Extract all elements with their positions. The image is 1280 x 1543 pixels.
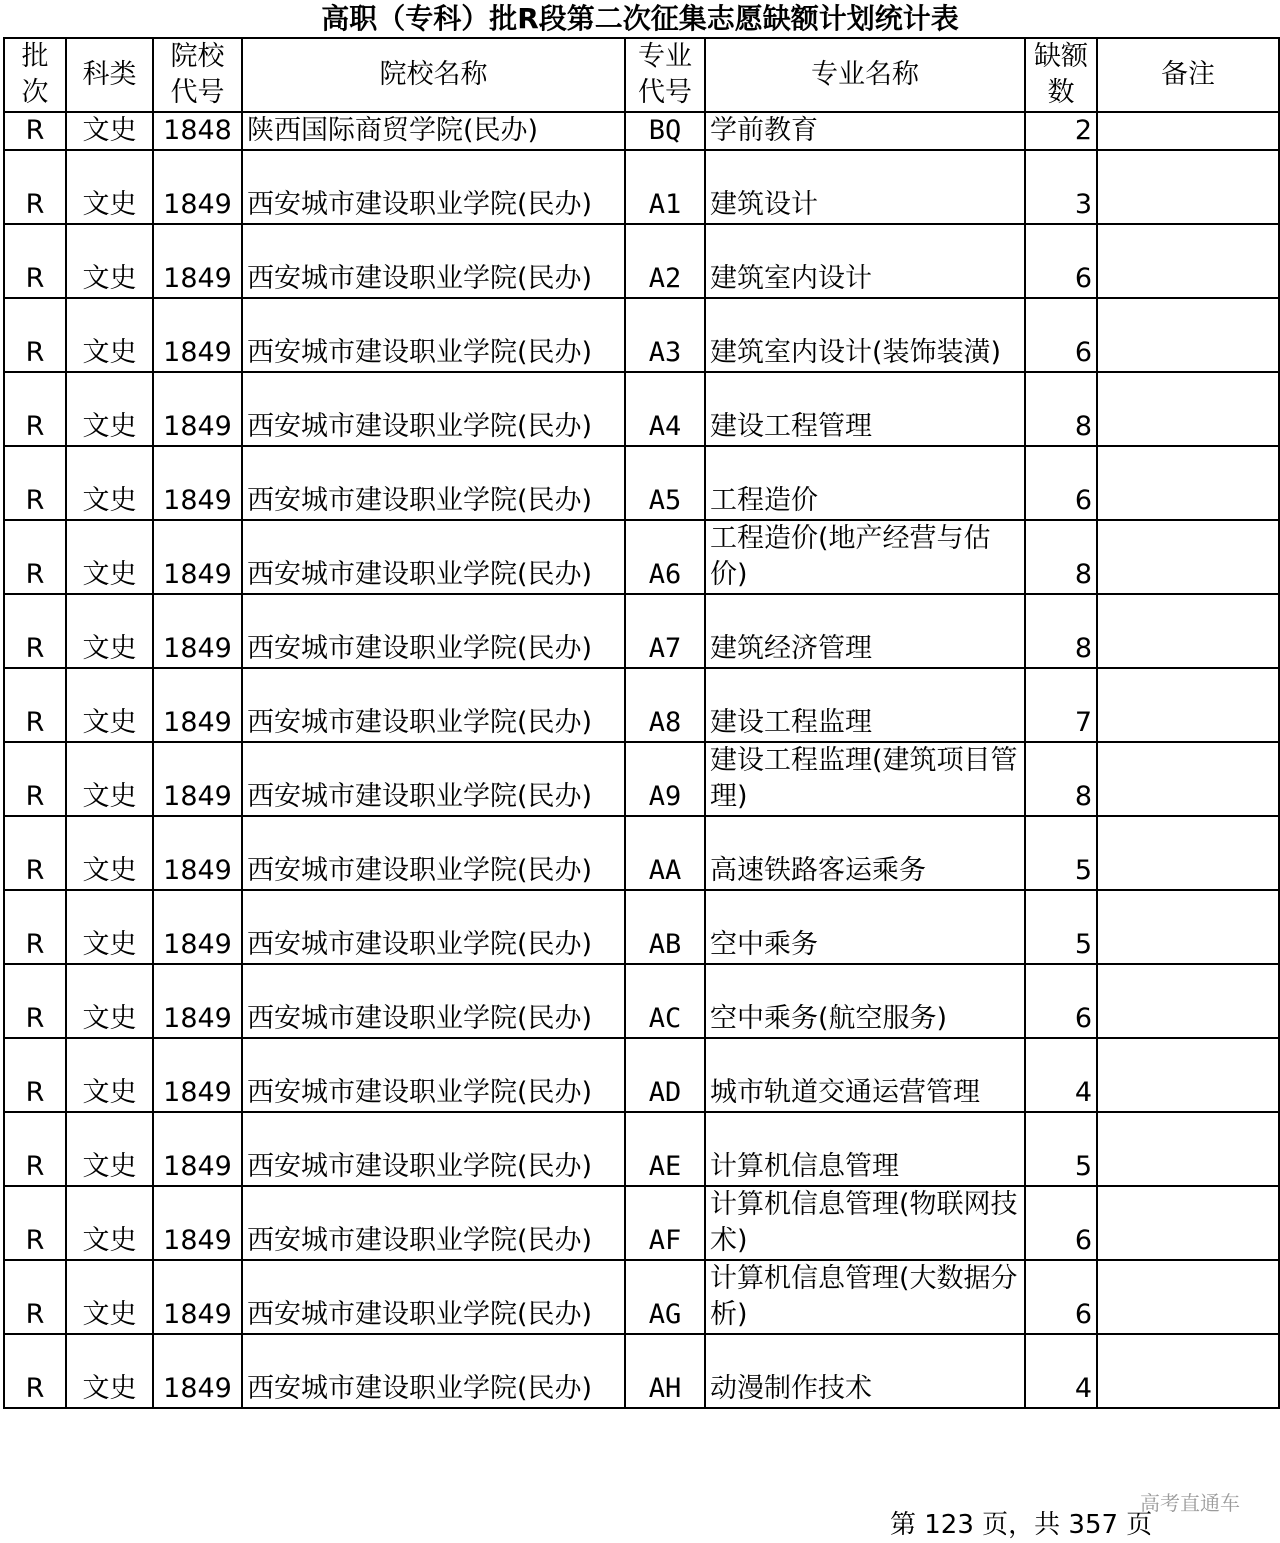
cell-school-name: 西安城市建设职业学院(民办) <box>242 1260 625 1334</box>
cell-major-code: AA <box>625 816 705 890</box>
cell-major-name: 计算机信息管理(大数据分析) <box>705 1260 1025 1334</box>
cell-major-code: AB <box>625 890 705 964</box>
cell-major-name: 建筑室内设计(装饰装潢) <box>705 298 1025 372</box>
cell-major-code: AE <box>625 1112 705 1186</box>
cell-subject: 文史 <box>66 446 153 520</box>
table-row <box>4 372 1279 446</box>
cell-note <box>1097 1260 1279 1334</box>
cell-major-name: 建筑室内设计 <box>705 224 1025 298</box>
cell-vacancy: 8 <box>1025 372 1097 446</box>
cell-subject: 文史 <box>66 668 153 742</box>
cell-vacancy: 8 <box>1025 594 1097 668</box>
cell-subject: 文史 <box>66 298 153 372</box>
cell-batch: R <box>4 520 66 594</box>
cell-vacancy: 6 <box>1025 446 1097 520</box>
table-row <box>4 816 1279 890</box>
cell-major-name: 空中乘务 <box>705 890 1025 964</box>
cell-note <box>1097 1038 1279 1112</box>
cell-note <box>1097 890 1279 964</box>
cell-note <box>1097 1186 1279 1260</box>
cell-note <box>1097 112 1279 150</box>
cell-school-name: 西安城市建设职业学院(民办) <box>242 372 625 446</box>
table-row <box>4 964 1279 1038</box>
cell-subject: 文史 <box>66 224 153 298</box>
cell-note <box>1097 150 1279 224</box>
table-row <box>4 150 1279 224</box>
cell-school-name: 西安城市建设职业学院(民办) <box>242 890 625 964</box>
cell-school-name: 陕西国际商贸学院(民办) <box>242 112 625 150</box>
cell-major-code: AG <box>625 1260 705 1334</box>
cell-major-name: 动漫制作技术 <box>705 1334 1025 1408</box>
cell-vacancy: 5 <box>1025 890 1097 964</box>
cell-note <box>1097 1334 1279 1408</box>
header-major-name: 专业名称 <box>705 38 1025 112</box>
cell-school-name: 西安城市建设职业学院(民办) <box>242 224 625 298</box>
cell-major-code: A1 <box>625 150 705 224</box>
table-row <box>4 520 1279 594</box>
cell-major-name: 学前教育 <box>705 112 1025 150</box>
cell-major-code: A5 <box>625 446 705 520</box>
cell-school-code: 1848 <box>153 112 242 150</box>
header-major-code: 专业代号 <box>625 38 705 112</box>
cell-batch: R <box>4 372 66 446</box>
table-row <box>4 112 1279 150</box>
cell-major-name: 建设工程监理(建筑项目管理) <box>705 742 1025 816</box>
cell-vacancy: 6 <box>1025 224 1097 298</box>
cell-batch: R <box>4 1186 66 1260</box>
cell-school-name: 西安城市建设职业学院(民办) <box>242 964 625 1038</box>
cell-batch: R <box>4 1334 66 1408</box>
cell-school-code: 1849 <box>153 372 242 446</box>
cell-school-code: 1849 <box>153 150 242 224</box>
cell-major-code: A6 <box>625 520 705 594</box>
cell-school-name: 西安城市建设职业学院(民办) <box>242 446 625 520</box>
cell-school-code: 1849 <box>153 964 242 1038</box>
cell-major-name: 建设工程管理 <box>705 372 1025 446</box>
cell-school-code: 1849 <box>153 816 242 890</box>
cell-batch: R <box>4 1112 66 1186</box>
cell-vacancy: 4 <box>1025 1334 1097 1408</box>
cell-major-code: BQ <box>625 112 705 150</box>
cell-vacancy: 6 <box>1025 298 1097 372</box>
cell-major-code: A7 <box>625 594 705 668</box>
cell-note <box>1097 1112 1279 1186</box>
cell-subject: 文史 <box>66 150 153 224</box>
cell-batch: R <box>4 446 66 520</box>
cell-subject: 文史 <box>66 112 153 150</box>
cell-subject: 文史 <box>66 890 153 964</box>
cell-school-code: 1849 <box>153 520 242 594</box>
cell-note <box>1097 964 1279 1038</box>
cell-subject: 文史 <box>66 594 153 668</box>
cell-school-name: 西安城市建设职业学院(民办) <box>242 1112 625 1186</box>
cell-vacancy: 8 <box>1025 742 1097 816</box>
cell-major-code: AH <box>625 1334 705 1408</box>
cell-subject: 文史 <box>66 1038 153 1112</box>
header-batch: 批次 <box>4 38 66 112</box>
table-row <box>4 1038 1279 1112</box>
cell-subject: 文史 <box>66 1334 153 1408</box>
cell-vacancy: 2 <box>1025 112 1097 150</box>
cell-school-name: 西安城市建设职业学院(民办) <box>242 1038 625 1112</box>
table-row <box>4 446 1279 520</box>
table-row <box>4 742 1279 816</box>
header-vacancy: 缺额数 <box>1025 38 1097 112</box>
cell-major-name: 城市轨道交通运营管理 <box>705 1038 1025 1112</box>
table-row <box>4 224 1279 298</box>
table-row <box>4 298 1279 372</box>
cell-note <box>1097 446 1279 520</box>
cell-school-name: 西安城市建设职业学院(民办) <box>242 150 625 224</box>
cell-major-code: A8 <box>625 668 705 742</box>
cell-school-name: 西安城市建设职业学院(民办) <box>242 298 625 372</box>
table-header-row <box>4 38 1279 112</box>
cell-batch: R <box>4 1260 66 1334</box>
cell-vacancy: 3 <box>1025 150 1097 224</box>
cell-major-code: AD <box>625 1038 705 1112</box>
cell-school-code: 1849 <box>153 1038 242 1112</box>
table-row <box>4 890 1279 964</box>
cell-major-code: AC <box>625 964 705 1038</box>
cell-major-name: 建筑设计 <box>705 150 1025 224</box>
cell-batch: R <box>4 964 66 1038</box>
table-row <box>4 1112 1279 1186</box>
cell-major-name: 计算机信息管理 <box>705 1112 1025 1186</box>
cell-batch: R <box>4 298 66 372</box>
cell-school-code: 1849 <box>153 742 242 816</box>
cell-school-name: 西安城市建设职业学院(民办) <box>242 520 625 594</box>
cell-school-code: 1849 <box>153 1112 242 1186</box>
watermark: 高考直通车 <box>1140 1491 1240 1515</box>
cell-major-name: 工程造价(地产经营与估价) <box>705 520 1025 594</box>
cell-subject: 文史 <box>66 1112 153 1186</box>
cell-batch: R <box>4 890 66 964</box>
cell-subject: 文史 <box>66 1260 153 1334</box>
cell-batch: R <box>4 224 66 298</box>
cell-school-code: 1849 <box>153 1186 242 1260</box>
cell-vacancy: 7 <box>1025 668 1097 742</box>
table-row <box>4 668 1279 742</box>
cell-major-code: A3 <box>625 298 705 372</box>
cell-note <box>1097 742 1279 816</box>
cell-subject: 文史 <box>66 1186 153 1260</box>
cell-note <box>1097 520 1279 594</box>
cell-major-code: AF <box>625 1186 705 1260</box>
table-row <box>4 1186 1279 1260</box>
cell-major-code: A4 <box>625 372 705 446</box>
cell-school-code: 1849 <box>153 1260 242 1334</box>
cell-batch: R <box>4 112 66 150</box>
cell-vacancy: 6 <box>1025 1186 1097 1260</box>
cell-batch: R <box>4 816 66 890</box>
cell-vacancy: 6 <box>1025 964 1097 1038</box>
cell-major-name: 建设工程监理 <box>705 668 1025 742</box>
cell-vacancy: 5 <box>1025 816 1097 890</box>
cell-subject: 文史 <box>66 520 153 594</box>
cell-note <box>1097 816 1279 890</box>
cell-note <box>1097 668 1279 742</box>
cell-batch: R <box>4 742 66 816</box>
cell-school-code: 1849 <box>153 298 242 372</box>
cell-vacancy: 5 <box>1025 1112 1097 1186</box>
cell-batch: R <box>4 1038 66 1112</box>
cell-school-code: 1849 <box>153 668 242 742</box>
cell-batch: R <box>4 150 66 224</box>
cell-vacancy: 8 <box>1025 520 1097 594</box>
cell-school-name: 西安城市建设职业学院(民办) <box>242 1334 625 1408</box>
header-note: 备注 <box>1097 38 1279 112</box>
table-row <box>4 594 1279 668</box>
table-body <box>4 112 1279 1408</box>
cell-major-name: 工程造价 <box>705 446 1025 520</box>
page-footer: 第 123 页，共 357 页 <box>890 1510 1153 1540</box>
cell-note <box>1097 372 1279 446</box>
cell-major-code: A2 <box>625 224 705 298</box>
cell-school-code: 1849 <box>153 224 242 298</box>
cell-school-name: 西安城市建设职业学院(民办) <box>242 816 625 890</box>
cell-subject: 文史 <box>66 742 153 816</box>
cell-school-code: 1849 <box>153 446 242 520</box>
cell-school-name: 西安城市建设职业学院(民办) <box>242 1186 625 1260</box>
header-subject: 科类 <box>66 38 153 112</box>
cell-note <box>1097 594 1279 668</box>
header-school-code: 院校代号 <box>153 38 242 112</box>
cell-major-name: 建筑经济管理 <box>705 594 1025 668</box>
table-row <box>4 1334 1279 1408</box>
header-school-name: 院校名称 <box>242 38 625 112</box>
vacancy-table <box>3 37 1280 1409</box>
cell-major-name: 空中乘务(航空服务) <box>705 964 1025 1038</box>
cell-subject: 文史 <box>66 964 153 1038</box>
cell-school-code: 1849 <box>153 1334 242 1408</box>
cell-school-code: 1849 <box>153 594 242 668</box>
cell-major-name: 高速铁路客运乘务 <box>705 816 1025 890</box>
page-title: 高职（专科）批R段第二次征集志愿缺额计划统计表 <box>321 2 959 35</box>
cell-school-name: 西安城市建设职业学院(民办) <box>242 742 625 816</box>
cell-note <box>1097 298 1279 372</box>
cell-batch: R <box>4 668 66 742</box>
cell-batch: R <box>4 594 66 668</box>
cell-subject: 文史 <box>66 372 153 446</box>
cell-vacancy: 4 <box>1025 1038 1097 1112</box>
table-row <box>4 1260 1279 1334</box>
cell-school-code: 1849 <box>153 890 242 964</box>
cell-note <box>1097 224 1279 298</box>
cell-vacancy: 6 <box>1025 1260 1097 1334</box>
cell-major-code: A9 <box>625 742 705 816</box>
cell-school-name: 西安城市建设职业学院(民办) <box>242 668 625 742</box>
cell-major-name: 计算机信息管理(物联网技术) <box>705 1186 1025 1260</box>
cell-school-name: 西安城市建设职业学院(民办) <box>242 594 625 668</box>
cell-subject: 文史 <box>66 816 153 890</box>
